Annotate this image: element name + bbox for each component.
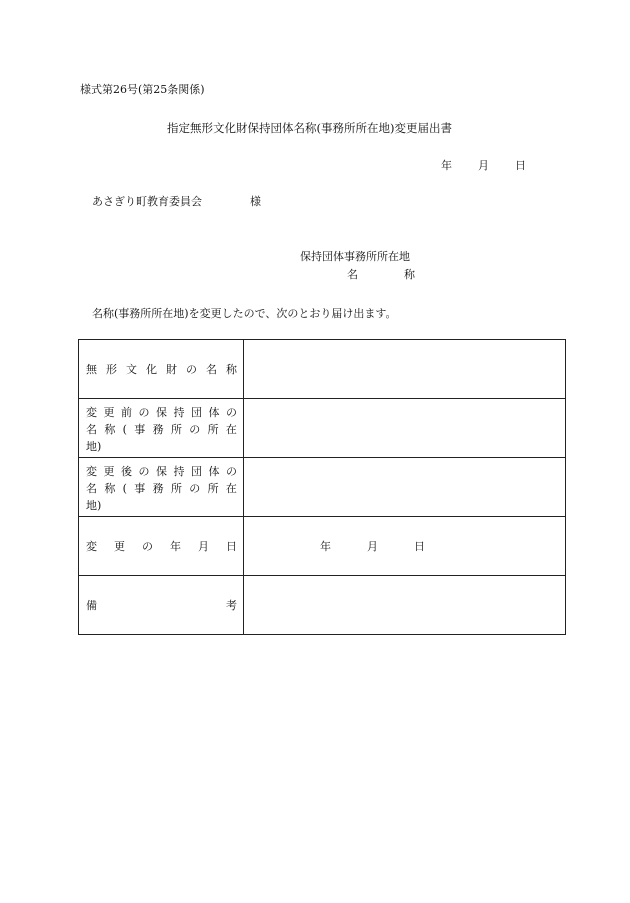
row-label-before-change [79,399,244,458]
change-date-field[interactable] [244,517,566,576]
date-year-label: 年 [441,159,452,172]
before-change-line-2: 名 称 ( 事 務 所 の 所 在 [86,422,237,436]
row-label-heritage-name [79,340,244,399]
remarks-label: 備 考 [86,599,237,612]
change-date-label: 変 更 の 年 月 日 [86,540,237,553]
change-form-table [78,339,566,635]
table-row [79,576,566,635]
document-title: 指定無形文化財保持団体名称(事務所所在地)変更届出書 [167,121,452,135]
applicant-name-label-1: 名 [347,268,358,281]
heritage-name-label: 無 形 文 化 財 の 名 称 [86,363,237,376]
row-label-remarks [79,576,244,635]
after-change-line-2: 名 称 ( 事 務 所 の 所 在 [86,481,237,495]
row-label-after-change [79,458,244,517]
submission-date [441,157,526,173]
before-change-line-1: 変 更 前 の 保 持 団 体 の [86,405,237,419]
before-change-line-3: 地) [86,439,102,453]
addressee-honorific: 様 [250,195,261,208]
applicant-name-label-2: 称 [404,268,415,281]
after-change-line-1: 変 更 後 の 保 持 団 体 の [86,464,237,478]
after-change-line-3: 地) [86,498,102,512]
change-date-month: 月 [367,540,378,553]
date-day-label: 日 [515,159,526,172]
applicant-name-label [347,266,415,282]
before-change-field[interactable] [244,399,566,458]
remarks-field[interactable] [244,576,566,635]
statement: 名称(事務所所在地)を変更したので、次のとおり届け出ます。 [92,307,397,320]
heritage-name-field[interactable] [244,340,566,399]
row-label-change-date [79,517,244,576]
table-row [79,458,566,517]
change-date-day: 日 [414,540,425,553]
change-date-year: 年 [320,540,331,553]
table-row [79,340,566,399]
after-change-field[interactable] [244,458,566,517]
date-month-label: 月 [478,159,489,172]
addressee [92,193,261,209]
form-number: 様式第26号(第25条関係) [80,83,205,96]
table-row [79,517,566,576]
applicant-address-label: 保持団体事務所所在地 [300,250,410,263]
table-row [79,399,566,458]
addressee-name: あさぎり町教育委員会 [92,195,202,208]
